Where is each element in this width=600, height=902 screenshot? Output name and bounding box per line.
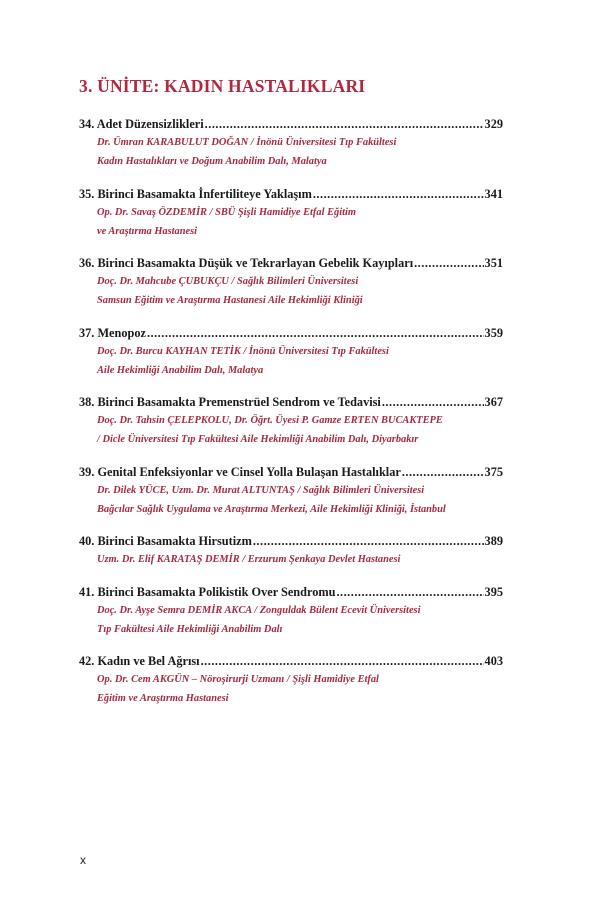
unit-title: 3. ÜNİTE: KADIN HASTALIKLARI <box>79 76 366 96</box>
author-affiliation-line: Doç. Dr. Tahsin ÇELEPKOLU, Dr. Öğrt. Üyesi P. Gamze ERTEN BUCAKTEPE <box>97 415 443 426</box>
toc-entry[interactable] <box>79 533 503 569</box>
chapter-title: 34. Adet Düzensizlikleri <box>79 117 204 131</box>
chapter-title: 37. Menopoz <box>79 325 146 340</box>
chapter-title: 39. Genital Enfeksiyonlar ve Cinsel Yolla Bulaşan Hastalıklar <box>79 464 401 479</box>
chapter-page-number: 359 <box>484 325 503 340</box>
dot-leader <box>253 533 484 550</box>
dot-leader <box>147 325 484 342</box>
page-number: x <box>80 853 86 867</box>
author-affiliation-line: Eğitim ve Araştırma Hastanesi <box>97 693 229 704</box>
chapter-page-number: 329 <box>484 117 503 131</box>
toc-entry[interactable] <box>79 394 503 449</box>
author-affiliation-line: / Dicle Üniversitesi Tıp Fakültesi Aile Hekimliği Anabilim Dalı, Diyarbakır <box>97 434 419 445</box>
author-affiliation-line: Aile Hekimliği Anabilim Dalı, Malatya <box>97 364 264 376</box>
chapter-title: 41. Birinci Basamakta Polikistik Over Sendromu <box>79 584 336 599</box>
author-affiliation-line: Doç. Dr. Mahcube ÇUBUKÇU / Sağlık Bilimleri Üniversitesi <box>97 276 359 287</box>
toc-entry-line[interactable] <box>79 116 503 133</box>
chapter-page-number: 351 <box>484 256 503 270</box>
table-of-contents <box>79 116 503 723</box>
chapter-page-number: 403 <box>484 654 503 668</box>
dot-leader <box>336 584 483 601</box>
author-affiliation-line: ve Araştırma Hastanesi <box>97 225 198 237</box>
toc-entry-line[interactable] <box>79 186 503 203</box>
toc-entry-line[interactable] <box>79 255 503 272</box>
chapter-title: 36. Birinci Basamakta Düşük ve Tekrarlayan Gebelik Kayıpları <box>79 256 414 270</box>
toc-entry-line[interactable] <box>79 533 503 550</box>
toc-entry[interactable] <box>79 255 503 310</box>
author-affiliation-line: Op. Dr. Cem AKGÜN – Nöroşirurji Uzmanı / Şişli Hamidiye Etfal <box>97 674 379 685</box>
author-affiliation-line: Dr. Ümran KARABULUT DOĞAN / İnönü Üniversitesi Tıp Fakültesi <box>97 137 397 148</box>
author-affiliation-line: Bağcılar Sağlık Uygulama ve Araştırma Merkezi, Aile Hekimliği Kliniği, İstanbul <box>97 503 446 515</box>
dot-leader <box>414 255 483 272</box>
chapter-page-number: 367 <box>484 395 503 409</box>
toc-entry[interactable] <box>79 186 503 241</box>
dot-leader <box>382 394 484 411</box>
author-affiliation-line: Doç. Dr. Ayşe Semra DEMİR AKCA / Zonguldak Bülent Ecevit Üniversitesi <box>97 604 421 616</box>
chapter-page-number: 389 <box>484 534 503 548</box>
author-affiliation-line: Op. Dr. Savaş ÖZDEMİR / SBÜ Şişli Hamidiye Etfal Eğitim <box>97 206 356 218</box>
toc-entry[interactable] <box>79 653 503 708</box>
chapter-title: 35. Birinci Basamakta İnfertiliteye Yaklaşım <box>79 186 312 201</box>
author-affiliation-line: Kadın Hastalıkları ve Doğum Anabilim Dalı, Malatya <box>97 156 327 167</box>
toc-entry-line[interactable] <box>79 394 503 411</box>
toc-entry-line[interactable] <box>79 653 503 670</box>
dot-leader <box>205 116 484 133</box>
chapter-page-number: 395 <box>484 584 503 599</box>
author-affiliation-line: Samsun Eğitim ve Araştırma Hastanesi Aile Hekimliği Kliniği <box>97 295 363 306</box>
toc-entry-line[interactable] <box>79 464 503 481</box>
dot-leader <box>201 653 484 670</box>
toc-entry[interactable] <box>79 584 503 639</box>
toc-entry-line[interactable] <box>79 325 503 342</box>
dot-leader <box>402 464 484 481</box>
author-affiliation-line: Dr. Dilek YÜCE, Uzm. Dr. Murat ALTUNTAŞ / Sağlık Bilimleri Üniversitesi <box>97 484 425 496</box>
chapter-title: 42. Kadın ve Bel Ağrısı <box>79 654 200 668</box>
chapter-page-number: 375 <box>484 464 503 479</box>
chapter-title: 38. Birinci Basamakta Premenstrüel Sendrom ve Tedavisi <box>79 395 381 409</box>
toc-entry[interactable] <box>79 464 503 519</box>
author-affiliation-line: Doç. Dr. Burcu KAYHAN TETİK / İnönü Üniversitesi Tıp Fakültesi <box>97 345 389 357</box>
toc-entry[interactable] <box>79 325 503 380</box>
author-affiliation-line: Uzm. Dr. Elif KARATAŞ DEMİR / Erzurum Şenkaya Devlet Hastanesi <box>97 554 401 565</box>
toc-entry-line[interactable] <box>79 584 503 601</box>
chapter-page-number: 341 <box>484 186 503 201</box>
author-affiliation-line: Tıp Fakültesi Aile Hekimliği Anabilim Dalı <box>97 623 283 635</box>
dot-leader <box>313 186 484 203</box>
toc-entry[interactable] <box>79 116 503 171</box>
chapter-title: 40. Birinci Basamakta Hirsutizm <box>79 534 252 548</box>
